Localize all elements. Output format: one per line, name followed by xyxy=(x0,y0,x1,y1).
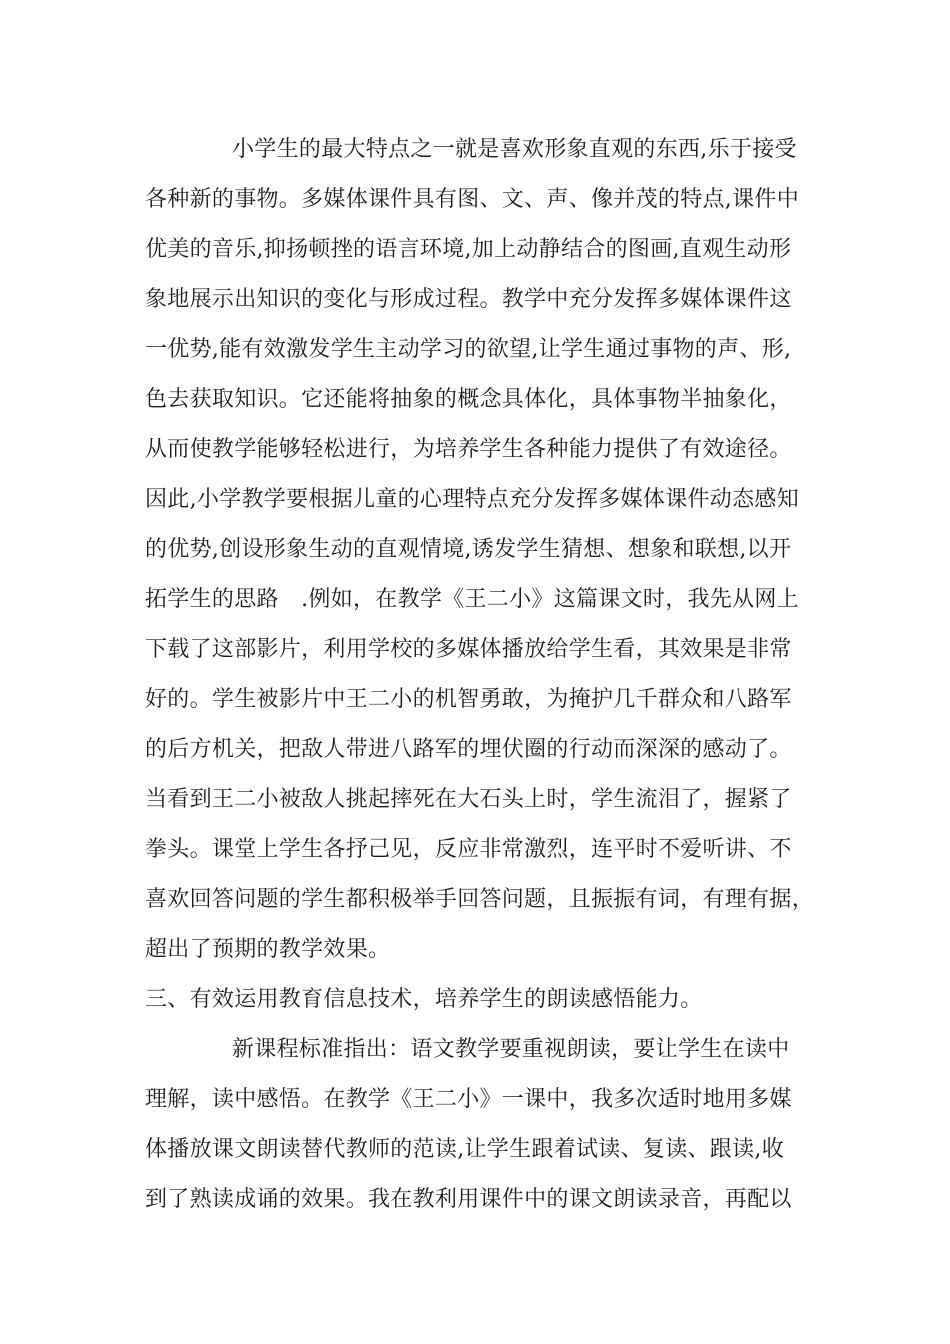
text-line: 从而使教学能够轻松进行，为培养学生各种能力提供了有效途径。 xyxy=(145,437,792,462)
text-line: 下载了这部影片，利用学校的多媒体播放给学生看，其效果是非常 xyxy=(145,637,792,662)
text-line: 到了熟读成诵的效果。我在教利用课件中的课文朗读录音，再配以 xyxy=(145,1187,792,1212)
text-line: 拳头。课堂上学生各抒己见，反应非常激烈，连平时不爱听讲、不 xyxy=(145,837,792,862)
text-line: 的优势,创设形象生动的直观情境,诱发学生猜想、想象和联想,以开 xyxy=(145,537,792,562)
text-line: 新课程标准指出：语文教学要重视朗读，要让学生在读中 xyxy=(232,1037,790,1062)
text-line: 理解，读中感悟。在教学《王二小》一课中，我多次适时地用多媒 xyxy=(145,1087,792,1112)
text-line: 当看到王二小被敌人挑起摔死在大石头上时，学生流泪了，握紧了 xyxy=(145,787,792,812)
text-line: 优美的音乐,抑扬顿挫的语言环境,加上动静结合的图画,直观生动形 xyxy=(145,237,792,262)
text-line: 各种新的事物。多媒体课件具有图、文、声、像并茂的特点,课件中 xyxy=(145,187,799,212)
text-line: 超出了预期的教学效果。 xyxy=(145,937,391,962)
text-line: 的后方机关，把敌人带进八路军的埋伏圈的行动而深深的感动了。 xyxy=(145,737,792,762)
text-line: 好的。学生被影片中王二小的机智勇敢，为掩护几千群众和八路军 xyxy=(145,687,792,712)
text-line: 色去获取知识。它还能将抽象的概念具体化，具体事物半抽象化， xyxy=(145,387,792,412)
text-line: 因此,小学教学要根据儿童的心理特点充分发挥多媒体课件动态感知 xyxy=(145,487,799,512)
text-line: 拓学生的思路 .例如，在教学《王二小》这篇课文时，我先从网上 xyxy=(145,587,799,612)
text-line: 小学生的最大特点之一就是喜欢形象直观的东西,乐于接受 xyxy=(232,137,797,162)
text-line: 象地展示出知识的变化与形成过程。教学中充分发挥多媒体课件这 xyxy=(145,287,792,312)
section-heading: 三、有效运用教育信息技术，培养学生的朗读感悟能力。 xyxy=(145,987,703,1012)
text-line: 体播放课文朗读替代教师的范读,让学生跟着试读、复读、跟读,收 xyxy=(145,1137,784,1162)
text-line: 喜欢回答问题的学生都积极举手回答问题，且振振有词，有理有据， xyxy=(145,887,815,912)
text-line: 一优势,能有效激发学生主动学习的欲望,让学生通过事物的声、形, xyxy=(145,337,792,362)
